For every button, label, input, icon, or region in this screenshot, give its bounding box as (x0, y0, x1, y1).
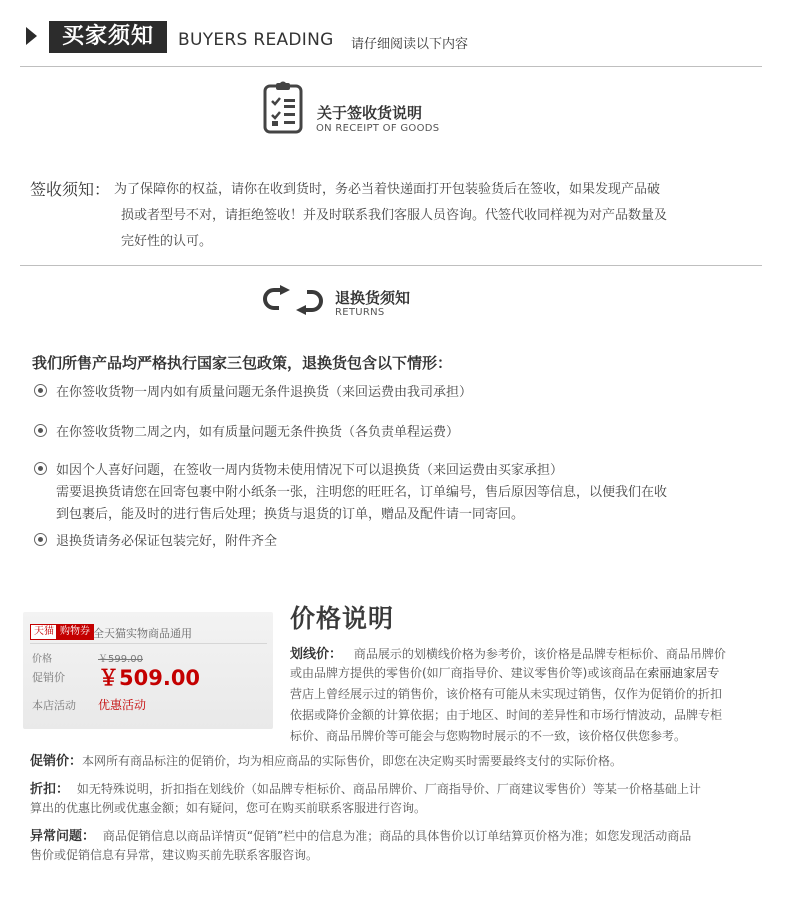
receipt-line: 损或者型号不对，请拒绝签收！并及时联系我们客服人员咨询。代签代收同样视为对产品数量及 (121, 208, 668, 223)
price-label: 价格 (32, 654, 52, 665)
strike-line: 依据或降价金额的计算依据；由于地区、时间的差异性和市场行情波动，品牌专柜 (290, 708, 723, 722)
divider (20, 66, 762, 67)
returns-item: 如因个人喜好问题，在签收一周内货物未使用情况下可以退换货（来回运费由买家承担） (56, 463, 564, 478)
receipt-text (114, 177, 764, 255)
returns-intro: 我们所售产品均严格执行国家三包政策，退换货包含以下情形： (32, 354, 453, 372)
activity-label: 本店活动 (32, 699, 76, 712)
returns-heading-en: RETURNS (335, 307, 385, 318)
returns-item: 在你签收货物一周内如有质量问题无条件退换货（来回运费由我司承担） (56, 385, 473, 400)
clipboard-icon (262, 80, 304, 134)
price-card-divider (30, 643, 267, 644)
receipt-label: 签收须知： (30, 180, 111, 199)
receipt-line: 为了保障你的权益，请你在收到货时，务必当着快递面打开包装验货后在签收，如果发现产品破 (114, 182, 661, 197)
header-arrow-icon (26, 27, 37, 45)
abnormal-note (30, 825, 691, 844)
coupon-tag: 购物券 (56, 624, 94, 640)
header-title: 买家须知 (49, 21, 167, 53)
promo-key: 促销价： (30, 754, 83, 769)
returns-item-detail: 需要退换货请您在回寄包裹中附小纸条一张，注明您的旺旺名，订单编号，售后原因等信息，以便我们在收 (56, 485, 668, 500)
discount-text: 如无特殊说明，折扣指在划线价（如品牌专柜标价、商品吊牌价、厂商指导价、厂商建议零售价）等某一价格基础上计 (76, 782, 701, 796)
price-title: 价格说明 (290, 604, 395, 633)
abnormal-line: 售价或促销信息有异常，建议购买前先联系客服咨询。 (30, 848, 319, 862)
return-arrows-icon (262, 283, 324, 319)
bullet-icon (34, 424, 47, 437)
promo-text: 本网所有商品标注的促销价，均为相应商品的实际售价，即您在决定购买时需要最终支付的实际价格。 (82, 754, 623, 768)
strike-key: 划线价： (290, 647, 343, 662)
receipt-heading-en: ON RECEIPT OF GOODS (316, 123, 440, 134)
abnormal-key: 异常问题： (30, 829, 96, 844)
bullet-icon (34, 462, 47, 475)
header-title-en: BUYERS READING (178, 30, 334, 50)
returns-item: 退换货请务必保证包装完好，附件齐全 (56, 534, 278, 549)
strike-line: 营店上曾经展示过的销售价，该价格有可能从未实现过销售，仅作为促销价的折扣 (290, 687, 723, 701)
promo-price-label: 促销价 (32, 671, 65, 684)
abnormal-text: 商品促销信息以商品详情页“促销”栏中的信息为准；商品的具体售价以订单结算页价格为准；如您发现活动商品 (102, 829, 692, 843)
receipt-heading: 关于签收货说明 (317, 104, 423, 122)
strike-line: 标价、商品吊牌价等可能会与您购物时展示的不一致，该价格仅供您参考。 (290, 729, 687, 743)
original-price: ￥599.00 (98, 654, 143, 665)
strike-line-1 (290, 643, 726, 662)
store-name: 索丽迪家居专 (647, 666, 720, 680)
header-subtitle: 请仔细阅读以下内容 (351, 37, 469, 52)
bullet-icon (34, 384, 47, 397)
activity-value: 优惠活动 (98, 698, 147, 712)
returns-item-detail: 到包裹后，能及时的进行售后处理；换货与退货的订单，赠品及配件请一同寄回。 (56, 507, 525, 522)
price-card-head: 全天猫实物商品通用 (93, 627, 192, 640)
discount-line: 算出的优惠比例或优惠金额；如有疑问，您可在购买前联系客服进行咨询。 (30, 801, 427, 815)
returns-heading: 退换货须知 (335, 289, 411, 307)
strike-text: 商品展示的划横线价格为参考价，该价格是品牌专柜标价、商品吊牌价 (353, 647, 726, 661)
discount-note (30, 778, 701, 797)
receipt-line: 完好性的认可。 (121, 234, 213, 249)
bullet-icon (34, 533, 47, 546)
tmall-tag: 天猫 (30, 624, 58, 640)
promo-note (30, 750, 622, 769)
divider (20, 265, 762, 266)
promo-price: ￥509.00 (98, 666, 201, 690)
returns-item: 在你签收货物二周之内，如有质量问题无条件换货（各负责单程运费） (56, 425, 460, 440)
discount-key: 折扣： (30, 782, 70, 797)
strike-line: 或由品牌方提供的零售价(如厂商指导价、建议零售价等)或该商品在索丽迪家居专 (290, 666, 720, 680)
